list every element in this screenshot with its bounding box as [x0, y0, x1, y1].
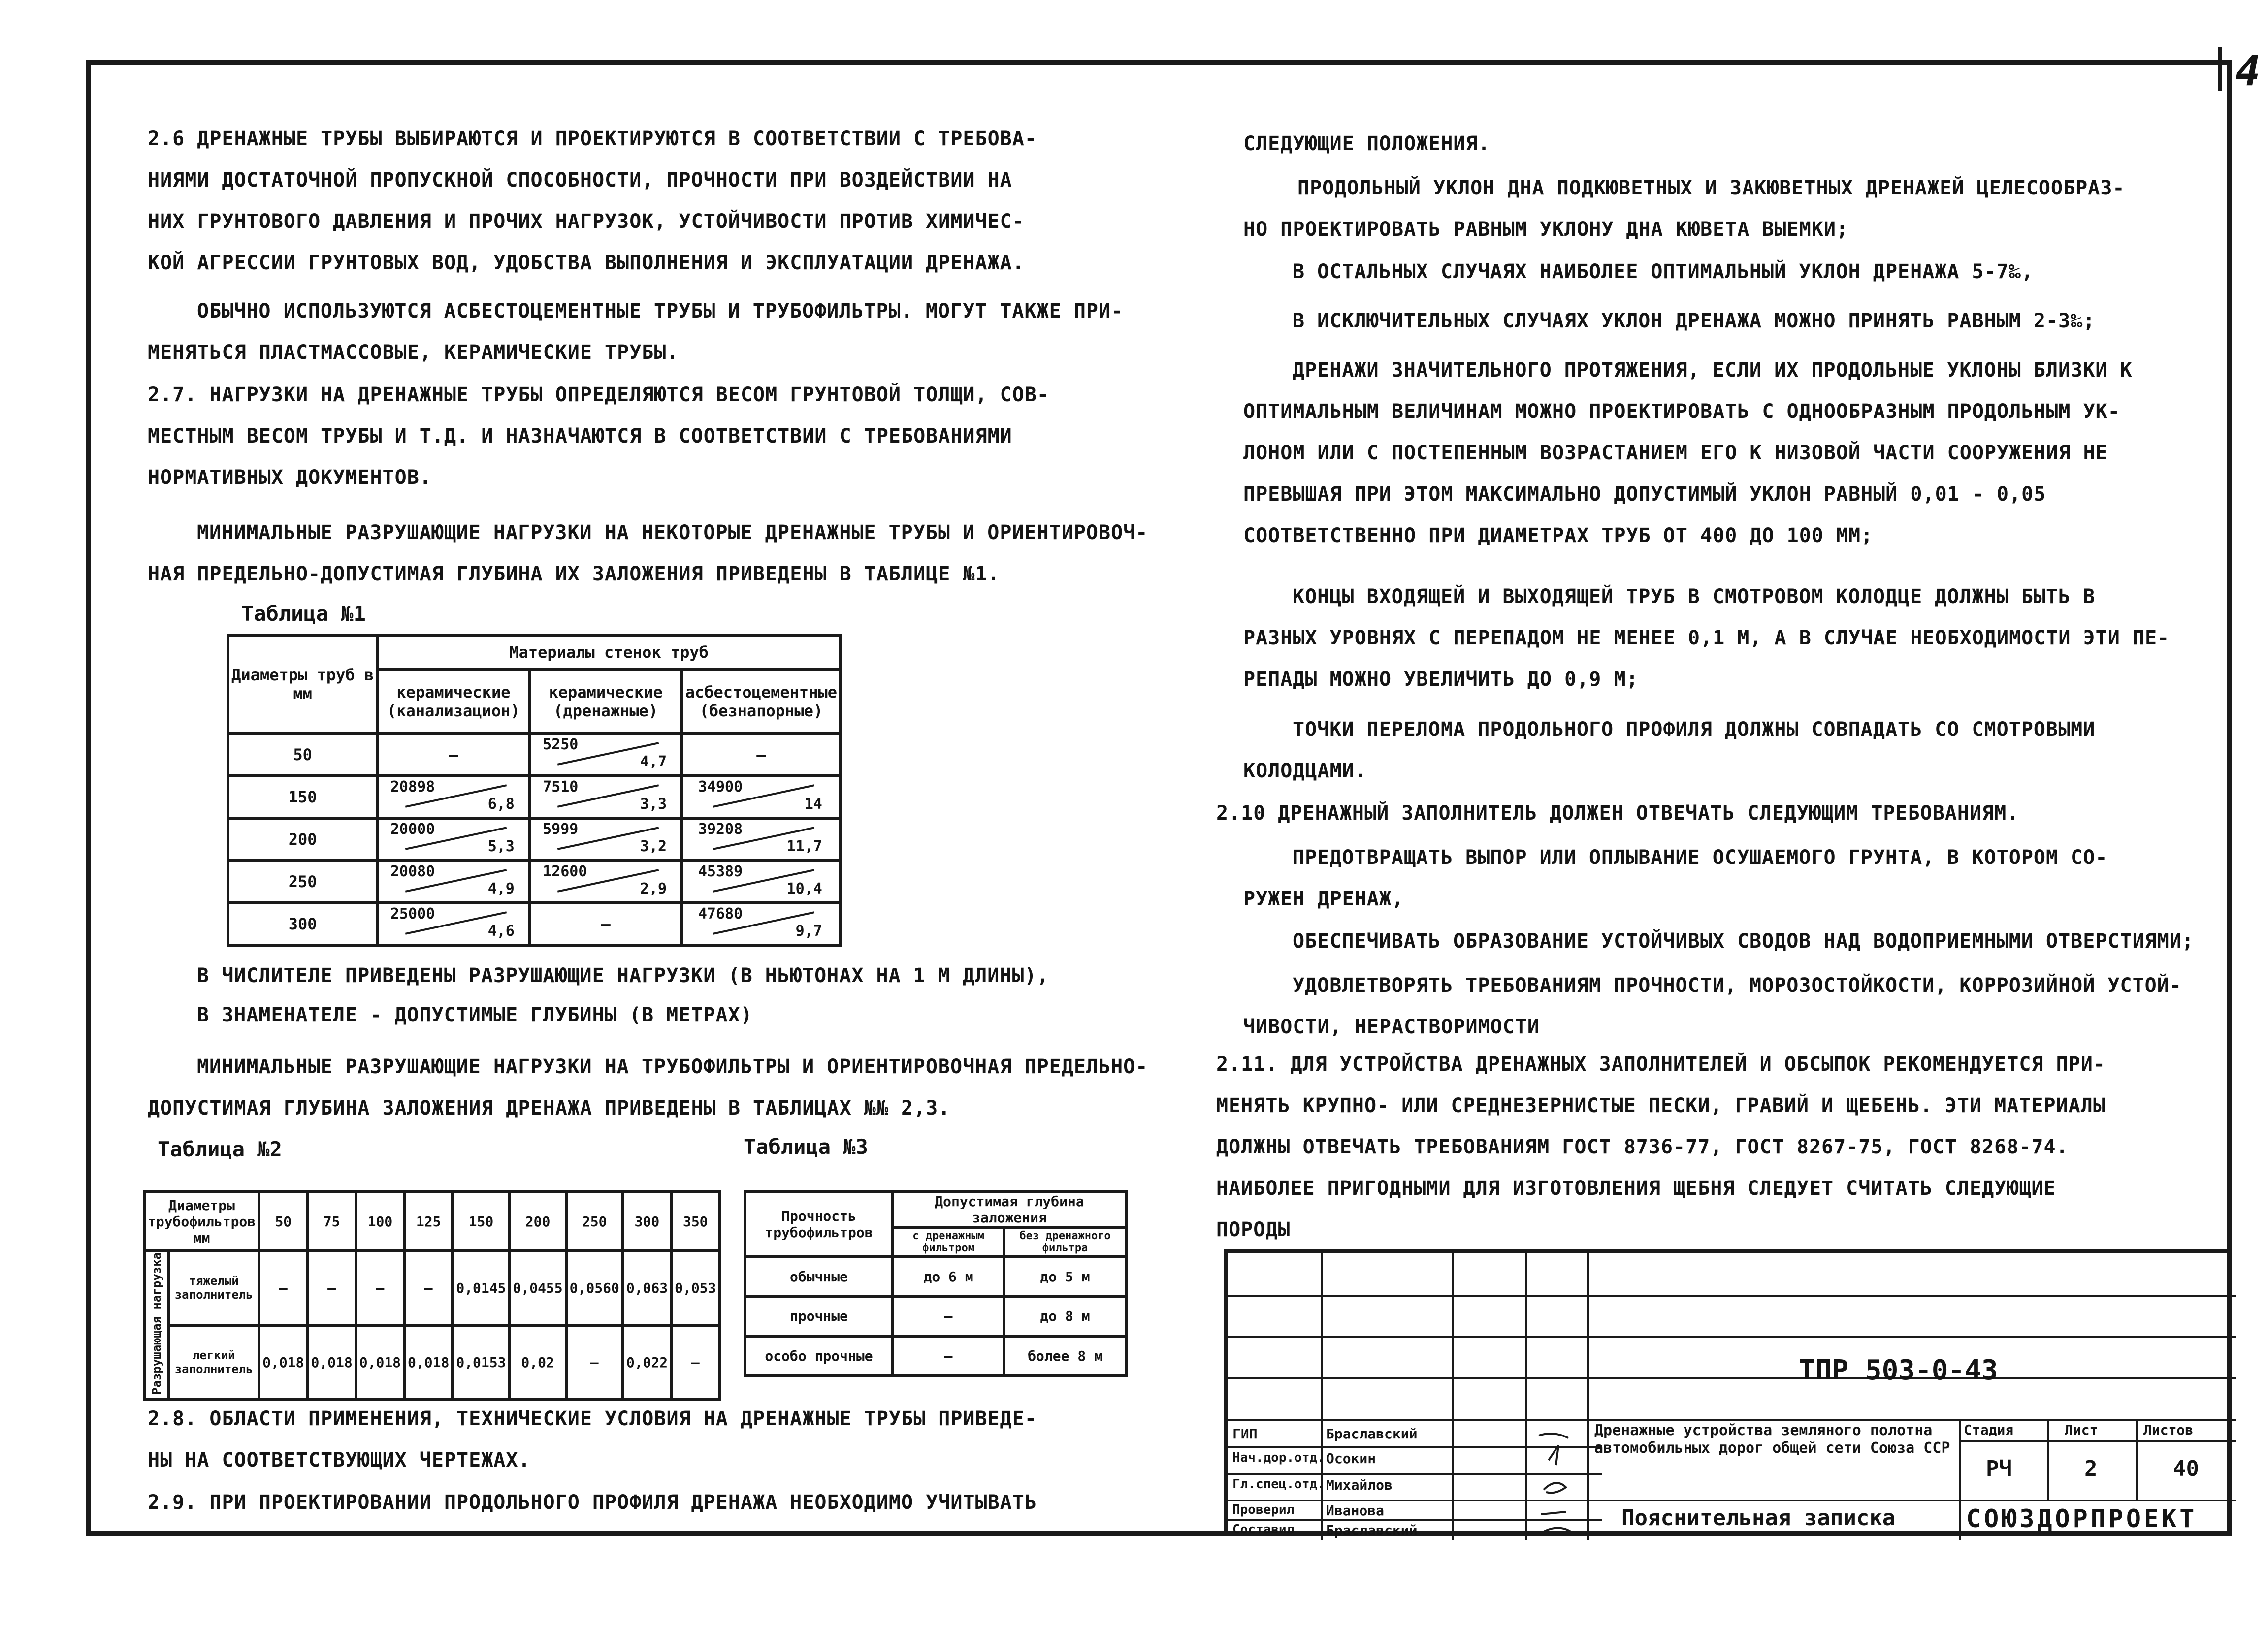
table-1-depth: 4,6	[487, 923, 515, 940]
table-1-load: 25000	[390, 905, 435, 923]
table-2-cell: —	[404, 1251, 453, 1325]
paragraph-other-cases: В ОСТАЛЬНЫХ СЛУЧАЯХ НАИБОЛЕЕ ОПТИМАЛЬНЫЙ УКЛОН ДРЕНАЖА 5-7‰,	[1293, 260, 2034, 283]
table-1-cell	[377, 818, 529, 861]
table-3-caption: Таблица №3	[744, 1135, 868, 1159]
table-3-head-with-filter: с дренажным фильтром	[893, 1227, 1004, 1257]
table-1	[227, 634, 842, 947]
table-1-cell	[682, 818, 841, 861]
document-code: ТПР 503-0-43	[1799, 1354, 1998, 1386]
table-2-cell: 0,0560	[566, 1251, 623, 1325]
page-number: 4	[2236, 47, 2261, 95]
table-1-load: 20898	[390, 778, 435, 796]
table-1-cell	[530, 818, 682, 861]
sheets-value: 40	[2173, 1456, 2199, 1481]
paragraph-break-points: ТОЧКИ ПЕРЕЛОМА ПРОДОЛЬНОГО ПРОФИЛЯ ДОЛЖНЫ СОВПАДАТЬ СО СМОТРОВЫМИ КОЛОДЦАМИ.	[1243, 718, 2096, 782]
paragraph-prevent: ПРЕДОТВРАЩАТЬ ВЫПОР ИЛИ ОПЛЫВАНИЕ ОСУШАЕМОГО ГРУНТА, В КОТОРОМ СО- РУЖЕН ДРЕНАЖ,	[1243, 846, 2108, 910]
name-chief-specialist: Михайлов	[1326, 1477, 1393, 1493]
paragraph-exceptional: В ИСКЛЮЧИТЕЛЬНЫХ СЛУЧАЯХ УКЛОН ДРЕНАЖА МОЖНО ПРИНЯТЬ РАВНЫМ 2-3‰;	[1293, 310, 2096, 332]
sheets-header: Листов	[2143, 1422, 2194, 1438]
table-2-diameter: 75	[307, 1192, 356, 1251]
table-1-load: 20000	[390, 821, 435, 838]
table-row	[228, 818, 841, 861]
table-1-load: 34900	[698, 778, 743, 796]
table-2-cell: 0,063	[623, 1251, 671, 1325]
table-row	[228, 903, 841, 945]
table-row	[228, 861, 841, 903]
table-1-diameter: 300	[228, 903, 377, 945]
table-2-cell: 0,053	[671, 1251, 719, 1325]
document-name: Пояснительная записка	[1621, 1505, 1896, 1531]
table-1-depth: 4,7	[640, 753, 667, 770]
note-numerator: В ЧИСЛИТЕЛЕ ПРИВЕДЕНЫ РАЗРУШАЮЩИЕ НАГРУЗКИ (В НЬЮТОНАХ НА 1 М ДЛИНЫ),	[197, 964, 1049, 987]
table-1-load: 20080	[390, 863, 435, 880]
stage-header: Стадия	[1964, 1422, 2014, 1438]
table-row	[144, 1325, 719, 1400]
table-2-cell: —	[671, 1325, 719, 1400]
paragraph-2-9: 2.9. ПРИ ПРОЕКТИРОВАНИИ ПРОДОЛЬНОГО ПРОФИЛЯ ДРЕНАЖА НЕОБХОДИМО УЧИТЫВАТЬ	[148, 1491, 1037, 1514]
table-3-head-without-filter: без дренажного фильтра	[1004, 1227, 1126, 1257]
table-row	[745, 1257, 1126, 1297]
table-1-diameter: 50	[228, 734, 377, 776]
paragraph-slope: ПРОДОЛЬНЫЙ УКЛОН ДНА ПОДКЮВЕТНЫХ И ЗАКЮВЕТНЫХ ДРЕНАЖЕЙ ЦЕЛЕСООБРАЗ- НО ПРОЕКТИРОВАТЬ РАВНЫМ УКЛОНУ ДНА КЮВЕТА ВЫЕМКИ;	[1243, 177, 2125, 241]
table-1-diameter: 250	[228, 861, 377, 903]
paragraph-continuation: СЛЕДУЮЩИЕ ПОЛОЖЕНИЯ.	[1243, 132, 1490, 155]
role-compiled: Составил	[1232, 1522, 1295, 1537]
table-2-diameter: 250	[566, 1192, 623, 1251]
table-1-load: 7510	[543, 778, 579, 796]
table-2-caption: Таблица №2	[158, 1137, 282, 1161]
table-1-caption: Таблица №1	[241, 602, 366, 626]
table-1-depth: 3,2	[640, 838, 667, 855]
role-department-head: Нач.дор.отд.	[1232, 1450, 1325, 1465]
paragraph-2-6: 2.6 ДРЕНАЖНЫЕ ТРУБЫ ВЫБИРАЮТСЯ И ПРОЕКТИРУЮТСЯ В СООТВЕТСТВИИ С ТРЕБОВА- НИЯМИ ДОСТАТОЧНОЙ ПРОПУСКНОЙ СПОСОБНОСТИ, ПРОЧНОСТИ ПРИ ВОЗДЕЙСТВИИ НА НИХ ГРУНТОВОГО ДАВЛЕНИЯ И ПРОЧИХ НАГРУЗОК, УСТОЙЧИВОСТИ ПРОТИВ ХИМИЧЕС- КОЙ АГРЕССИИ ГРУНТОВЫХ ВОД, УДОБСТВА ВЫПОЛНЕНИЯ И ЭКСПЛУАТАЦИИ ДРЕНАЖА.	[148, 128, 1037, 274]
table-1-cell	[530, 776, 682, 818]
paragraph-provide: ОБЕСПЕЧИВАТЬ ОБРАЗОВАНИЕ УСТОЙЧИВЫХ СВОДОВ НАД ВОДОПРИЕМНЫМИ ОТВЕРСТИЯМИ;	[1293, 930, 2194, 953]
table-3-cell: —	[893, 1336, 1004, 1376]
note-denominator: В ЗНАМЕНАТЕЛЕ - ДОПУСТИМЫЕ ГЛУБИНЫ (В МЕТРАХ)	[197, 1004, 753, 1026]
table-2-head-diameter: Диаметры трубофильтров мм	[144, 1192, 259, 1251]
paragraph-filters: МИНИМАЛЬНЫЕ РАЗРУШАЮЩИЕ НАГРУЗКИ НА ТРУБОФИЛЬТРЫ И ОРИЕНТИРОВОЧНАЯ ПРЕДЕЛЬНО- ДОПУСТИМАЯ ГЛУБИНА ЗАЛОЖЕНИЯ ДРЕНАЖА ПРИВЕДЕНЫ В ТАБЛИЦАХ №№ 2,3.	[148, 1055, 1148, 1119]
table-row	[228, 776, 841, 818]
table-2-group-label: Разрушающая нагрузка	[149, 1252, 163, 1395]
paragraph-2-7: 2.7. НАГРУЗКИ НА ДРЕНАЖНЫЕ ТРУБЫ ОПРЕДЕЛЯЮТСЯ ВЕСОМ ГРУНТОВОЙ ТОЛЩИ, СОВ- МЕСТНЫМ ВЕСОМ ТРУБЫ И Т.Д. И НАЗНАЧАЮТСЯ В СООТВЕТСТВИИ С ТРЕБОВАНИЯМИ НОРМАТИВНЫХ ДОКУМЕНТОВ.	[148, 383, 1049, 489]
name-checked: Иванова	[1326, 1502, 1385, 1519]
table-1-depth: 3,3	[640, 796, 667, 813]
table-1-cell	[530, 734, 682, 776]
sheet-value: 2	[2084, 1456, 2098, 1481]
table-1-head-materials: Материалы стенок труб	[377, 635, 841, 670]
name-gip: Браславский	[1326, 1426, 1418, 1442]
table-row	[228, 734, 841, 776]
table-1-cell	[377, 903, 529, 945]
stage-value: РЧ	[1986, 1456, 2012, 1481]
table-1-col-ceramic-sewer: керамические (канализацион)	[377, 670, 529, 734]
table-1-cell: —	[377, 734, 529, 776]
table-row	[745, 1336, 1126, 1376]
table-3-cell: до 8 м	[1004, 1297, 1126, 1337]
table-1-depth: 4,9	[487, 880, 515, 897]
table-2-cell: —	[356, 1251, 404, 1325]
table-2-diameter: 50	[259, 1192, 307, 1251]
table-1-depth: 2,9	[640, 880, 667, 897]
role-gip: ГИП	[1232, 1426, 1258, 1442]
project-title: Дренажные устройства земляного полотна автомобильных дорог общей сети Союза ССР	[1594, 1422, 1950, 1457]
title-block	[1224, 1249, 2232, 1536]
table-3-strength: обычные	[745, 1257, 893, 1297]
table-2-cell: —	[566, 1325, 623, 1400]
table-1-depth: 9,7	[795, 923, 822, 940]
table-1-col-ceramic-drain: керамические (дренажные)	[530, 670, 682, 734]
paragraph-2-11: 2.11. ДЛЯ УСТРОЙСТВА ДРЕНАЖНЫХ ЗАПОЛНИТЕЛЕЙ И ОБСЫПОК РЕКОМЕНДУЕТСЯ ПРИ- МЕНЯТЬ КРУПНО- ИЛИ СРЕДНЕЗЕРНИСТЫЕ ПЕСКИ, ГРАВИЙ И ЩЕБЕНЬ. ЭТИ МАТЕРИАЛЫ ДОЛЖНЫ ОТВЕЧАТЬ ТРЕБОВАНИЯМ ГОСТ 8736-77, ГОСТ 8267-75, ГОСТ 8268-74. НАИБОЛЕЕ ПРИГОДНЫМИ ДЛЯ ИЗГОТОВЛЕНИЯ ЩЕБНЯ СЛЕДУЕТ СЧИТАТЬ СЛЕДУЮЩИЕ ПОРОДЫ	[1216, 1053, 2106, 1241]
table-3-head-strength: Прочность трубофильтров	[745, 1192, 893, 1257]
signatures	[1529, 1421, 1583, 1539]
table-1-cell	[682, 776, 841, 818]
table-3-strength: особо прочные	[745, 1336, 893, 1376]
paragraph-2-8: 2.8. ОБЛАСТИ ПРИМЕНЕНИЯ, ТЕХНИЧЕСКИЕ УСЛОВИЯ НА ДРЕНАЖНЫЕ ТРУБЫ ПРИВЕДЕ- НЫ НА СООТВЕТСТВУЮЩИХ ЧЕРТЕЖАХ.	[148, 1407, 1037, 1471]
table-1-head-diameter: Диаметры труб в мм	[228, 635, 377, 734]
paragraph-satisfy: УДОВЛЕТВОРЯТЬ ТРЕБОВАНИЯМ ПРОЧНОСТИ, МОРОЗОСТОЙКОСТИ, КОРРОЗИЙНОЙ УСТОЙ- ЧИВОСТИ, НЕРАСТВОРИМОСТИ	[1243, 974, 2182, 1038]
table-2-diameter: 150	[453, 1192, 509, 1251]
table-2-cell: 0,018	[404, 1325, 453, 1400]
paragraph-pipe-ends: КОНЦЫ ВХОДЯЩЕЙ И ВЫХОДЯЩЕЙ ТРУБ В СМОТРОВОМ КОЛОДЦЕ ДОЛЖНЫ БЫТЬ В РАЗНЫХ УРОВНЯХ С ПЕРЕПАДОМ НЕ МЕНЕЕ 0,1 М, А В СЛУЧАЕ НЕОБХОДИМОСТИ ЭТИ ПЕ- РЕПАДЫ МОЖНО УВЕЛИЧИТЬ ДО 0,9 М;	[1243, 585, 2170, 691]
table-1-depth: 11,7	[786, 838, 822, 855]
table-2-cell: 0,0145	[453, 1251, 509, 1325]
table-3-strength: прочные	[745, 1297, 893, 1337]
table-2-row-label: тяжелый заполнитель	[168, 1251, 259, 1325]
name-department-head: Осокин	[1326, 1450, 1376, 1467]
table-1-cell	[682, 861, 841, 903]
table-2-row-label: легкий заполнитель	[168, 1325, 259, 1400]
table-1-load: 12600	[543, 863, 587, 880]
table-2-cell: 0,0455	[510, 1251, 566, 1325]
table-1-load: 5250	[543, 736, 579, 753]
table-3-cell: более 8 м	[1004, 1336, 1126, 1376]
table-1-cell: —	[682, 734, 841, 776]
table-1-diameter: 150	[228, 776, 377, 818]
table-2-cell: —	[307, 1251, 356, 1325]
table-1-depth: 6,8	[487, 796, 515, 813]
table-1-cell: —	[530, 903, 682, 945]
table-2-diameter: 350	[671, 1192, 719, 1251]
name-compiled: Браславский	[1326, 1522, 1418, 1538]
table-1-cell	[377, 861, 529, 903]
paragraph-2-10: 2.10 ДРЕНАЖНЫЙ ЗАПОЛНИТЕЛЬ ДОЛЖЕН ОТВЕЧАТЬ СЛЕДУЮЩИМ ТРЕБОВАНИЯМ.	[1216, 802, 2019, 825]
table-2-cell: 0,02	[510, 1325, 566, 1400]
table-3-cell: —	[893, 1297, 1004, 1337]
table-3-head-depth: Допустимая глубина заложения	[893, 1192, 1126, 1227]
table-1-load: 5999	[543, 821, 579, 838]
table-1-cell	[377, 776, 529, 818]
table-3-cell: до 6 м	[893, 1257, 1004, 1297]
paragraph-long-drains: ДРЕНАЖИ ЗНАЧИТЕЛЬНОГО ПРОТЯЖЕНИЯ, ЕСЛИ ИХ ПРОДОЛЬНЫЕ УКЛОНЫ БЛИЗКИ К ОПТИМАЛЬНЫМ ВЕЛИЧИНАМ МОЖНО ПРОЕКТИРОВАТЬ С ОДНООБРАЗНЫМ ПРОДОЛЬНЫМ УК- ЛОНОМ ИЛИ С ПОСТЕПЕННЫМ ВОЗРАСТАНИЕМ ЕГО К НИЗОВОЙ ЧАСТИ СООРУЖЕНИЯ НЕ ПРЕВЫШАЯ ПРИ ЭТОМ МАКСИМАЛЬНО ДОПУСТИМЫЙ УКЛОН РАВНЫЙ 0,01 - 0,05 СООТВЕТСТВЕННО ПРИ ДИАМЕТРАХ ТРУБ ОТ 400 ДО 100 ММ;	[1243, 359, 2133, 547]
table-3	[744, 1190, 1128, 1377]
table-2-diameter: 300	[623, 1192, 671, 1251]
table-1-depth: 5,3	[487, 838, 515, 855]
table-3-cell: до 5 м	[1004, 1257, 1126, 1297]
table-1-load: 45389	[698, 863, 743, 880]
table-1-load: 47680	[698, 905, 743, 923]
table-1-cell	[682, 903, 841, 945]
table-1-col-asbestos: асбестоцементные (безнапорные)	[682, 670, 841, 734]
table-1-load: 39208	[698, 821, 743, 838]
table-2	[143, 1190, 721, 1401]
table-2-cell: 0,018	[356, 1325, 404, 1400]
paragraph-min-loads: МИНИМАЛЬНЫЕ РАЗРУШАЮЩИЕ НАГРУЗКИ НА НЕКОТОРЫЕ ДРЕНАЖНЫЕ ТРУБЫ И ОРИЕНТИРОВОЧ- НАЯ ПРЕДЕЛЬНО-ДОПУСТИМАЯ ГЛУБИНА ИХ ЗАЛОЖЕНИЯ ПРИВЕДЕНЫ В ТАБЛИЦЕ №1.	[148, 521, 1148, 585]
table-2-diameter: 125	[404, 1192, 453, 1251]
organization: СОЮЗДОРПРОЕКТ	[1966, 1504, 2198, 1533]
table-2-diameter: 200	[510, 1192, 566, 1251]
table-2-cell: 0,0153	[453, 1325, 509, 1400]
role-checked: Проверил	[1232, 1502, 1295, 1517]
table-2-cell: 0,022	[623, 1325, 671, 1400]
table-row	[745, 1297, 1126, 1337]
role-chief-specialist: Гл.спец.отд.	[1232, 1477, 1325, 1492]
paragraph-usually: ОБЫЧНО ИСПОЛЬЗУЮТСЯ АСБЕСТОЦЕМЕНТНЫЕ ТРУБЫ И ТРУБОФИЛЬТРЫ. МОГУТ ТАКЖЕ ПРИ- МЕНЯТЬСЯ ПЛАСТМАССОВЫЕ, КЕРАМИЧЕСКИЕ ТРУБЫ.	[148, 300, 1124, 364]
table-1-depth: 14	[804, 796, 822, 813]
table-1-diameter: 200	[228, 818, 377, 861]
table-2-diameter: 100	[356, 1192, 404, 1251]
sheet-header: Лист	[2065, 1422, 2098, 1438]
table-1-depth: 10,4	[786, 880, 822, 897]
table-1-cell	[530, 861, 682, 903]
table-2-cell: 0,018	[259, 1325, 307, 1400]
table-2-cell: 0,018	[307, 1325, 356, 1400]
table-row	[144, 1251, 719, 1325]
table-2-cell: —	[259, 1251, 307, 1325]
